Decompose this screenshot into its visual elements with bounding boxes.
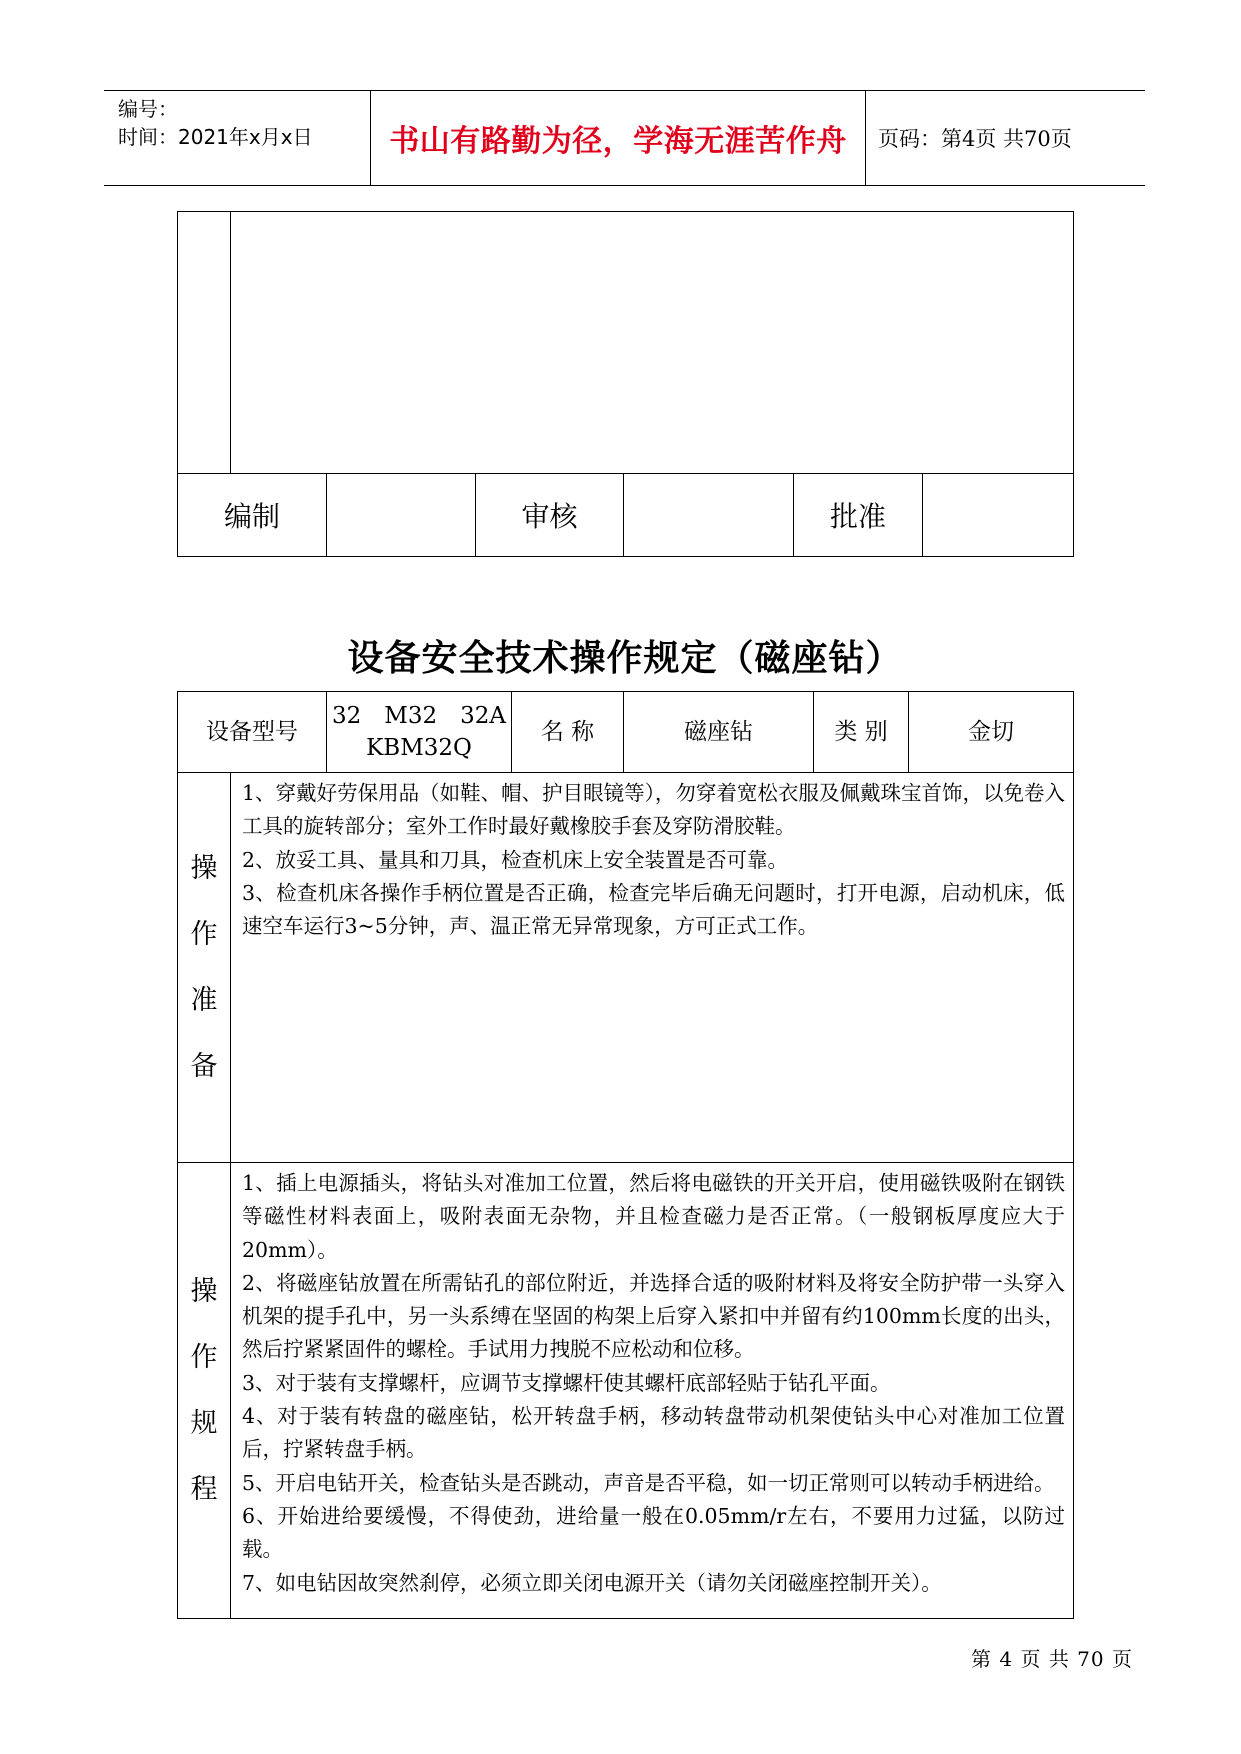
rule-item: 3、检查机床各操作手柄位置是否正确，检查完毕后确无问题时，打开电源，启动机床，低速空车运行3~5分钟，声、温正常无异常现象，方可正式工作。 [242,880,1065,939]
section-label-procedure [178,1163,231,1619]
document-title: 设备安全技术操作规定（磁座钻） [347,637,903,679]
section-label-preparation [178,773,231,1163]
rule-item: 5、开启电钻开关，检查钻头是否跳动，声音是否平稳，如一切正常则可以转动手柄进给。 [242,1470,1055,1495]
section-label-char: 备 [190,1050,218,1082]
approve-label: 批准 [794,474,923,557]
rule-item: 6、开始进给要缓慢，不得使劲，进给量一般在0.05mm/r左右，不要用力过猛，以防过载。 [242,1503,1065,1562]
model-value-line1: 32 M32 32A [332,703,506,729]
section-label-char: 操 [190,852,218,884]
review-value [624,474,794,557]
compile-value [327,474,476,557]
section-label-char: 准 [190,984,218,1016]
approve-value [923,474,1074,557]
rule-item: 2、将磁座钻放置在所需钻孔的部位附近，并选择合适的吸附材料及将安全防护带一头穿入机架的提手孔中，另一头系缚在坚固的构架上后穿入紧扣中并留有约100mm长度的出头，然后拧紧紧固件的螺栓。手试用力拽脱不应松动和位移。 [242,1270,1065,1362]
page-label: 页码：第4页 共70页 [878,127,1072,151]
category-value: 金切 [909,692,1074,773]
model-label: 设备型号 [178,692,327,773]
rule-item: 3、对于装有支撑螺杆，应调节支撑螺杆使其螺杆底部轻贴于钻孔平面。 [242,1370,891,1395]
header-page-cell [866,91,1157,185]
page-header [104,90,1145,186]
section-preparation [178,773,1074,1163]
section-label-char: 作 [190,1341,218,1373]
section-label-char: 程 [190,1473,218,1505]
section-label-char: 作 [190,918,218,950]
page-footer: 第 4 页 共 70 页 [971,1647,1133,1671]
section-content-preparation [231,773,1074,1163]
compile-label: 编制 [178,474,327,557]
time-label: 时间：2021年x月x日 [118,125,313,149]
model-value-line2: KBM32Q [366,735,472,761]
rule-item: 7、如电钻因故突然刹停，必须立即关闭电源开关（请勿关闭磁座控制开关）。 [242,1570,942,1595]
section-label-char: 规 [190,1407,218,1439]
number-label: 编号： [118,97,178,121]
section-label-char: 操 [190,1275,218,1307]
header-meta [104,91,371,185]
empty-side-cell [178,212,231,474]
operation-rules-table [177,691,1074,1619]
motto: 书山有路勤为径，学海无涯苦作舟 [389,124,847,159]
rule-item: 1、穿戴好劳保用品（如鞋、帽、护目眼镜等），勿穿着宽松衣服及佩戴珠宝首饰，以免卷入工具的旋转部分；室外工作时最好戴橡胶手套及穿防滑胶鞋。 [242,781,1065,839]
section-procedure [178,1163,1074,1619]
rule-item: 2、放妥工具、量具和刀具，检查机床上安全装置是否可靠。 [242,847,789,872]
empty-content-cell [231,212,1074,474]
rule-item: 4、对于装有转盘的磁座钻，松开转盘手柄，移动转盘带动机架使钻头中心对准加工位置后，拧紧转盘手柄。 [242,1404,1065,1462]
rule-item: 1、插上电源插头，将钻头对准加工位置，然后将电磁铁的开关开启，使用磁铁吸附在钢铁等磁性材料表面上，吸附表面无杂物，并且检查磁力是否正常。（一般钢板厚度应大于20mm）。 [242,1171,1065,1262]
model-value [327,692,512,773]
review-label: 审核 [476,474,624,557]
header-motto-cell [371,91,866,185]
equipment-info-row [178,692,1074,773]
section-content-procedure [231,1163,1074,1619]
previous-table-continuation [177,211,1074,557]
name-value: 磁座钻 [624,692,814,773]
name-label: 名 称 [512,692,624,773]
category-label: 类 别 [814,692,909,773]
